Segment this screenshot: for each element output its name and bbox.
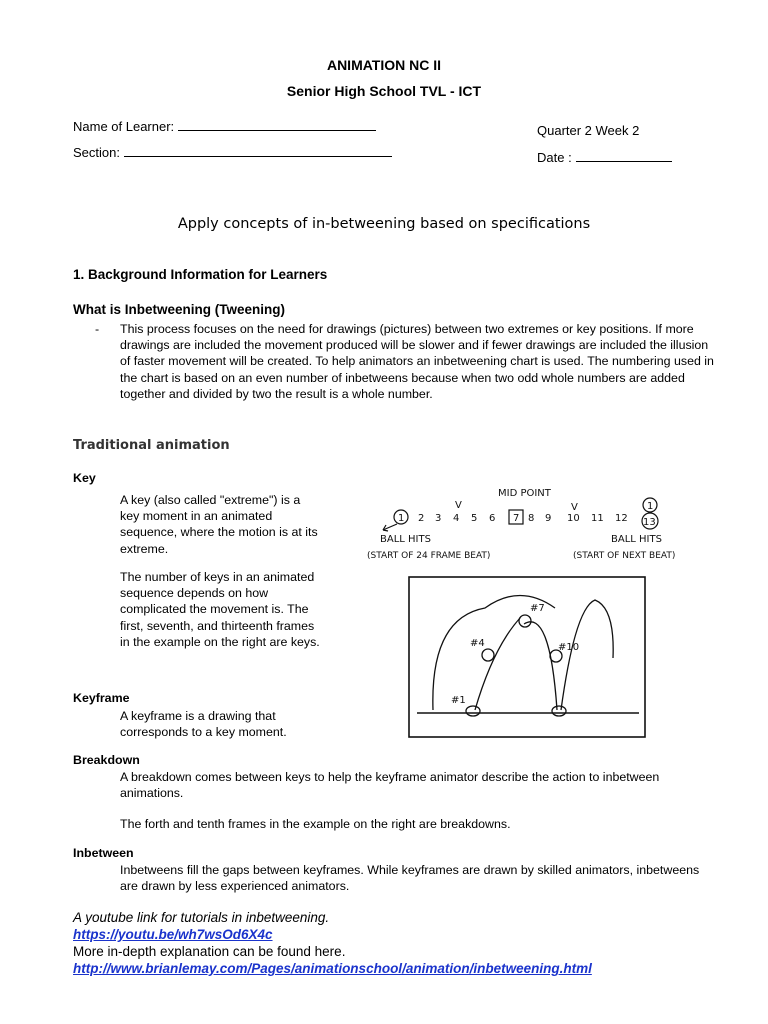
document-title: ANIMATION NC II (326, 57, 442, 73)
mark-7: #7 (530, 603, 545, 614)
frame-number: 13 (643, 517, 656, 528)
mark-1: #1 (451, 695, 466, 706)
start-beat-left: (START OF 24 FRAME BEAT) (367, 551, 491, 561)
lesson-title: Apply concepts of in-betweening based on specifications (177, 216, 591, 232)
name-label: Name of Learner: (73, 119, 175, 134)
frame-number: 3 (435, 513, 442, 524)
links-more: More in-depth explanation can be found here. (73, 944, 346, 959)
top-one-number: 1 (647, 501, 654, 512)
quarter-label: Quarter 2 Week 2 (537, 123, 640, 138)
frame-number: 1 (398, 513, 405, 524)
frame-number-row (394, 510, 658, 529)
check-mark-right: V (571, 502, 578, 513)
ball-1 (466, 706, 480, 716)
frame-number: 4 (453, 513, 460, 524)
traditional-heading: Traditional animation (73, 438, 230, 453)
ball-13 (552, 706, 566, 716)
keyframe-label: Keyframe (73, 691, 130, 705)
frame-number: 5 (471, 513, 478, 524)
section-blank[interactable] (124, 144, 392, 157)
name-field (73, 118, 376, 134)
mid-point-label: MID POINT (498, 488, 551, 499)
frame-number: 7 (513, 513, 520, 524)
frame-number: 10 (567, 513, 580, 524)
frame-number: 12 (615, 513, 628, 524)
ball-hits-right: BALL HITS (611, 534, 662, 545)
tweening-paragraph: This process focuses on the need for drawings (pictures) between two extremes or key positions. If more drawings are included the movement produced will be slower and if fewer drawings are included the illusion of faster movement will be created. To help animators an inbetweening chart is used. The numbering used in the chart is based on an even number of inbetweens because when two odd whole numbers are added together and divided by two the result is a whole number. (120, 322, 714, 401)
date-blank[interactable] (576, 149, 672, 162)
arc-right (561, 600, 613, 710)
youtube-link[interactable]: https://youtu.be/wh7wsOd6X4c (73, 927, 273, 942)
frame-number: 2 (418, 513, 425, 524)
arc-left-inner (475, 618, 520, 710)
breakdown-text-2: The forth and tenth frames in the example on the right are breakdowns. (120, 817, 511, 831)
frame-number: 11 (591, 513, 604, 524)
key-text-1: A key (also called "extreme") is a key moment in an animated sequence, where the motion is at its extreme. (120, 493, 318, 556)
date-label: Date : (537, 150, 572, 165)
ball-7 (519, 615, 531, 627)
inbetweening-figure (325, 478, 720, 750)
section-label: Section: (73, 145, 120, 160)
key-label: Key (73, 471, 96, 485)
mark-10: #10 (558, 642, 580, 653)
start-beat-right: (START OF NEXT BEAT) (573, 551, 676, 561)
ball-4 (482, 649, 494, 661)
frame-number: 6 (489, 513, 496, 524)
ball-hits-left: BALL HITS (380, 534, 431, 545)
frame-number: 9 (545, 513, 552, 524)
section-heading: 1. Background Information for Learners (73, 267, 328, 282)
brianlemay-link[interactable]: http://www.brianlemay.com/Pages/animationschool/animation/inbetweening.html (73, 961, 592, 976)
keyframe-text: A keyframe is a drawing that corresponds to a key moment. (120, 709, 287, 740)
breakdown-text-1: A breakdown comes between keys to help the keyframe animator describe the action to inbetween animations. (120, 770, 660, 801)
check-mark-left: V (455, 500, 462, 511)
links-intro: A youtube link for tutorials in inbetweening. (73, 910, 330, 925)
breakdown-label: Breakdown (73, 753, 140, 767)
mark-4: #4 (470, 638, 485, 649)
bullet-dash: - (95, 322, 100, 336)
section-subheading: What is Inbetweening (Tweening) (73, 302, 285, 317)
arc-mid (524, 622, 557, 710)
name-blank[interactable] (178, 118, 376, 131)
section-field (73, 144, 392, 160)
date-field (537, 149, 672, 165)
key-text-2: The number of keys in an animated sequence depends on how complicated the movement is. The first, seventh, and thirteenth frames in the example on the right are keys. (120, 570, 320, 649)
frame-number: 8 (528, 513, 535, 524)
inbetween-text: Inbetweens fill the gaps between keyframes. While keyframes are drawn by skilled animators, inbetweens are drawn by less experienced animators. (120, 863, 700, 894)
document-subtitle: Senior High School TVL - ICT (286, 83, 482, 99)
inbetween-label: Inbetween (73, 846, 134, 860)
